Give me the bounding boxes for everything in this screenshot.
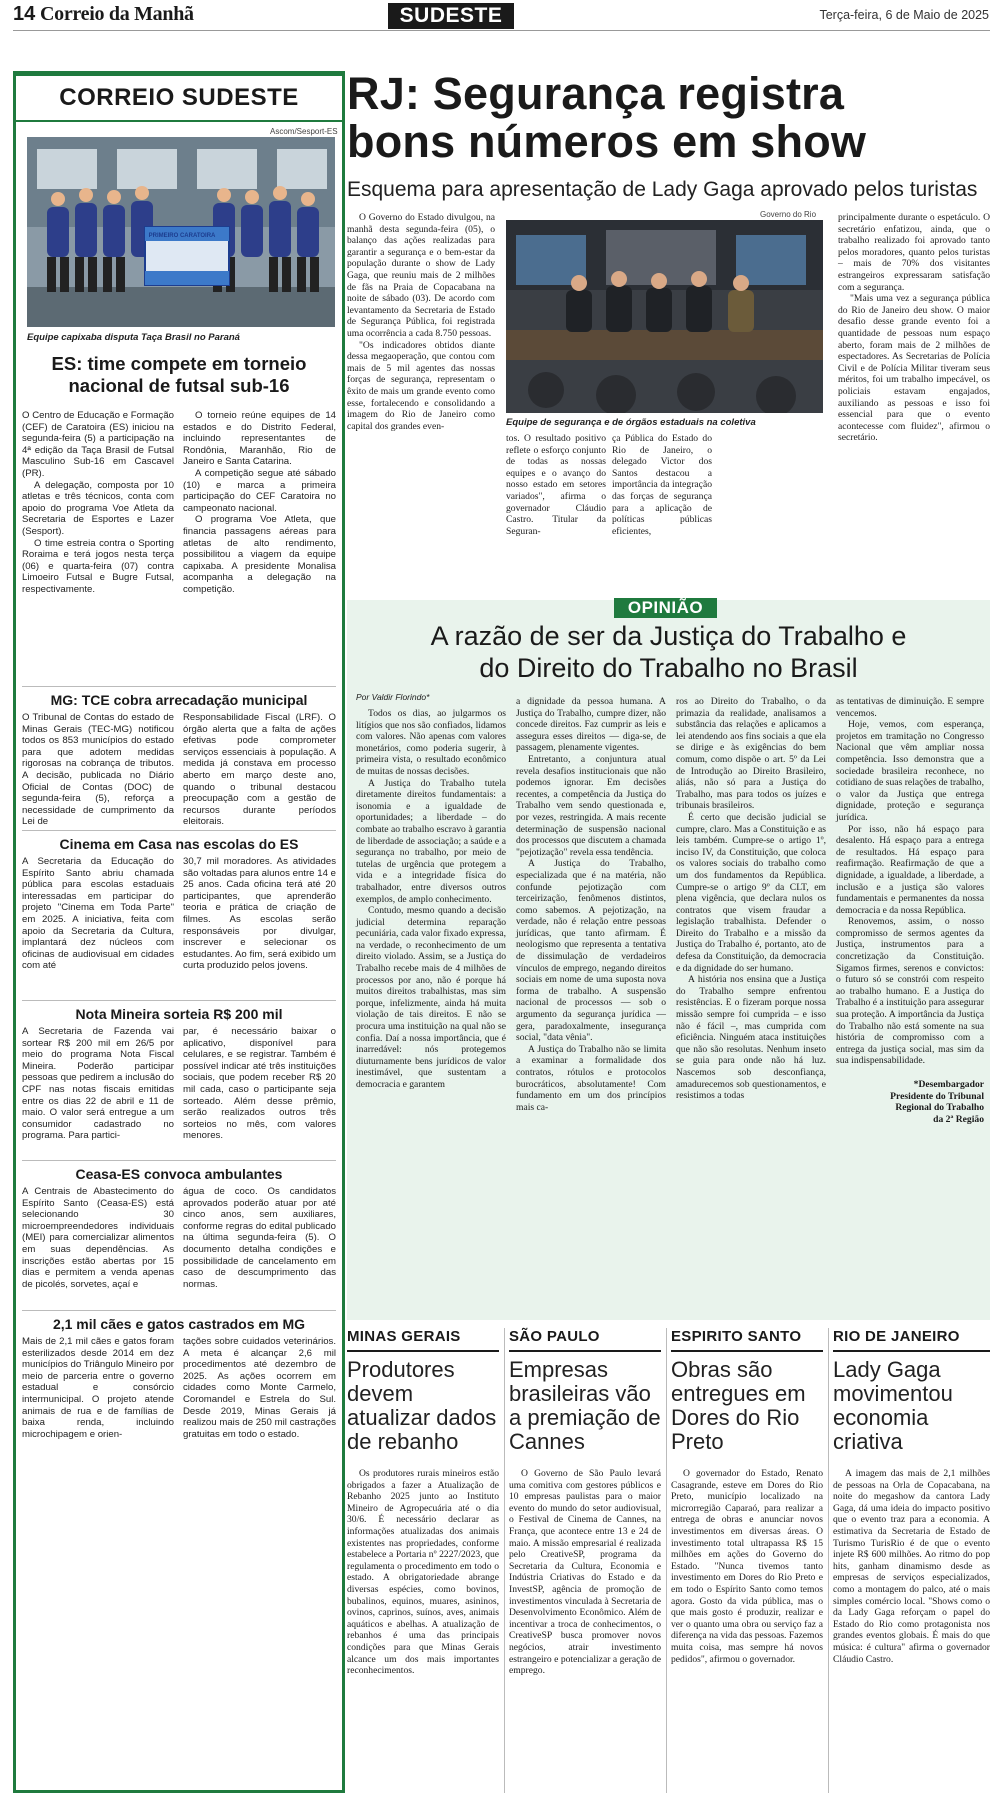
opinion-byline: Por Valdir Florindo* <box>356 692 430 702</box>
brief-p: O Governo de São Paulo levará uma comitiva com gestores públicos e 10 empresas paulistas para o maior evento do mundo do setor audiovisual, o Festival de Cinema de Cannes, na França, que acontece entre 13 e 24 de maio. A missão empresarial é realizada pelo CreativeSP, programa da Secretaria da Cultura, Economia e Indústria Criativas do Estado e da InvestSP, agência de promoção de investimentos vinculada à Secretaria de Desenvolvimento Econômico. Além de incentivar a troca de conhecimentos, o CreativeSP busca promover novos negócios, atrair investimento estrangeiro e potencializar a geração de emprego. <box>509 1468 661 1677</box>
column-rule <box>828 1328 829 1793</box>
opinion-p6: A Justiça do Trabalho, especializada que é na matéria, não confunde pejotização com terceirização, fenômenos distintos, como sabemos. A pejotização, na verdade, não é relação entre pessoas jurídicas, que tanto afirmam. É neologismo que representa a tentativa de dissimulação de verdadeiros vínculos de emprego, negando direitos sociais em nome de uma suposta nova forma de trabalho. A suspensão nacional de processos — sob o argumento da segurança jurídica — gera, paradoxalmente, insegurança social, "data vênia". <box>516 858 666 1044</box>
nota-p1: A Secretaria de Fazenda vai sortear R$ 200 mil em 26/5 por meio do programa Nota Fiscal Mineira. Poderão participar pessoas que pedirem a inclusão do CPF nas notas fiscais emitidas entre os dias 22 de abril e 11 de maio. O valor será entregue a um consumidor cadastrado no programa. Para partici- <box>22 1026 174 1142</box>
brief-rule <box>671 1350 823 1352</box>
team-photo-illustration <box>27 137 335 327</box>
cinema-col1 <box>22 856 174 972</box>
es-futsal-p3: O time estreia contra o Sporting Roraima e terá jogos nesta terça (06) e quarta-feira (07) contra Limoeiro Futsal e Bugre Futsal, respectivamente. <box>22 537 174 595</box>
brief-text-espirito-santo <box>671 1468 823 1665</box>
main-p4: ça Pública do Estado do Rio de Janeiro, o delegado Victor dos Santos destacou a importância da integração das forças de segurança para a aplicação de políticas públicas eficientes, <box>612 433 712 537</box>
signature-line: Presidente do Tribunal <box>890 1090 984 1102</box>
header-rule <box>13 30 990 31</box>
cinema-col2 <box>183 856 336 972</box>
nota-mineira-headline[interactable]: Nota Mineira sorteia R$ 200 mil <box>75 1006 283 1022</box>
column-rule <box>666 1328 667 1793</box>
opinion-p11: as tentativas de diminuição. E sempre vencemos. <box>836 696 984 719</box>
section-label[interactable]: SUDESTE <box>388 3 514 29</box>
brief-text-rio <box>833 1468 990 1665</box>
mg-tce-col1 <box>22 712 174 828</box>
cinema-headline[interactable]: Cinema em Casa nas escolas do ES <box>59 836 299 852</box>
opinion-p2: A Justiça do Trabalho tutela diretamente direitos fundamentais: a isonomia e a igualdade de oportunidades; a liberdade – do combate ao trabalho escravo à garantia de liberdade de associação; a saúde e a segurança no trabalho, por meio de tutelas de urgência que protegem a vida e a integridade física do trabalhador, entre diversos outros exemplos, de amplo conhecimento. <box>356 777 506 905</box>
brief-text-minas <box>347 1468 499 1677</box>
caes-p1: Mais de 2,1 mil cães e gatos foram esterilizados desde 2014 em dez municípios do Triângulo Mineiro por meio de parceria entre o governo estadual e consórcio intermunicipal. O projeto atende animais de rua e de famílias de baixa renda, incluindo microchipagem e orien- <box>22 1336 174 1440</box>
main-headline[interactable] <box>347 70 866 166</box>
ceasa-headline[interactable]: Ceasa-ES convoca ambulantes <box>75 1166 283 1182</box>
caes-col2 <box>183 1336 336 1440</box>
page-number: 14 <box>13 3 36 25</box>
es-futsal-p6: O programa Voe Atleta, que financia passagens aéreas para atletas de alto rendimento, possibilitou a viagem da equipe capixaba. A presidente Monalisa acompanha a delegação na competição. <box>183 514 336 595</box>
sidebar-photo-caption: Equipe capixaba disputa Taça Brasil no Paraná <box>27 332 240 343</box>
brief-rule <box>509 1350 661 1352</box>
main-headline-line1: RJ: Segurança registra <box>347 68 845 119</box>
masthead[interactable]: Correio da Manhã <box>40 3 194 25</box>
opinion-p10: A história nos ensina que a Justiça do Trabalho sempre enfrentou resistências. E o fizeram porque nossa missão sempre foi cumprida – e isso não é fácil –, mas cumprida com eficiência. Ninguém ataca instituições que não são resolutas. Nenhum inseto se guia para onde não há luz. Nascemos sob desconfiança, amadurecemos sob questionamentos, e resistimos a todas <box>676 974 826 1102</box>
brief-p: A imagem das mais de 2,1 milhões de pessoas na Orla de Copacabana, na noite do megashow da cantora Lady Gaga, dá uma ideia do impacto positivo que o evento traz para a economia. A estimativa da Secretaria de Estado de Turismo TurisRio é de que o evento injete R$ 600 milhões. Ao ritmo do pop hits, ganham dinamismo desde as empresas de serviços especializados, como a montagem do palco, até o mais simples comércio local. "Shows como o da Lady Gaga reforçam o papel do Estado do Rio como protagonista nos grandes eventos globais. É mais do que música: é cultura" afirma o governador Cláudio Castro. <box>833 1468 990 1665</box>
brief-section-minas[interactable]: MINAS GERAIS <box>347 1328 461 1345</box>
sidebar-title-rule <box>13 120 345 122</box>
opinion-col2 <box>516 696 666 1113</box>
es-futsal-p1: O Centro de Educação e Formação (CEF) de Caratoira (ES) iniciou na segunda-feira (5) a participação na 4ª edição da Taça Brasil de Futsal Masculino Sub-16 em Cascavel (PR). <box>22 410 174 479</box>
column-rule <box>504 1328 505 1793</box>
brief-p: O governador do Estado, Renato Casagrande, esteve em Dores do Rio Preto, município localizado na microrregião Caparaó, para realizar a entrega de obras e anunciar novos investimentos em diversas áreas. O investimento total ultrapassa R$ 15 milhões em ações do Governo do Estado. "Nunca tivemos tanto investimento em Dores do Rio Preto e em todo o Espírito Santo como temos agora. Gosto da vida pública, mas o que mais gosto é produzir, realizar e ver o quanto uma obra ou serviço faz a diferença na vida das pessoas. Fazemos muita coisa, mas sempre há novos pedidos", afirmou o governador. <box>671 1468 823 1665</box>
issue-date: Terça-feira, 6 de Maio de 2025 <box>819 8 989 22</box>
opinion-title-line2: do Direito do Trabalho no Brasil <box>479 653 858 683</box>
opinion-col1 <box>356 708 506 1091</box>
ceasa-col2 <box>183 1186 336 1290</box>
main-p5: principalmente durante o espetáculo. O secretário enfatizou, ainda, que o trabalho realizado foi aprovado tanto pelos moradores, quanto pelos turistas – mais de 70% dos visitantes estrangeiros expressaram satisfação com a segurança. <box>838 212 990 293</box>
opinion-p4: a dignidade da pessoa humana. A Justiça do Trabalho, cumpre dizer, não concede direitos. Faz cumprir as leis e assegura esses direitos — diga-se, de passagem, plenamente vigentes. <box>516 696 666 754</box>
signature-line: *Desembargador <box>913 1079 984 1090</box>
signature-line: da 2ª Região <box>933 1113 984 1125</box>
brief-text-sao-paulo <box>509 1468 661 1677</box>
ceasa-col1 <box>22 1186 174 1290</box>
es-futsal-col2 <box>183 410 336 596</box>
opinion-p1: Todos os dias, ao julgarmos os litígios que nos são confiados, lidamos com valores. Não apenas com valores monetários, como poderia sugerir, à primeira vista, o resultado econômico de muitas de nossas decisões. <box>356 708 506 777</box>
main-p1: O Governo do Estado divulgou, na manhã desta segunda-feira (05), o balanço das ações realizadas para garantir a segurança e o bem-estar da população durante o show de Lady Gaga, que reuniu mais de 2 milhões de fãs na Praia de Copacabana na noite de sábado (03). De acordo com levantamento da Secretaria de Estado de Segurança Pública, foi registrada uma ocorrência a cada 8.750 pessoas. <box>347 212 495 339</box>
brief-title-minas[interactable]: Produtores devem atualizar dados de rebanho <box>347 1357 497 1454</box>
sidebar-divider <box>22 1000 336 1001</box>
opinion-title-line1: A razão de ser da Justiça do Trabalho e <box>430 621 907 651</box>
signature-line: Regional do Trabalho <box>895 1102 984 1114</box>
main-subheadline: Esquema para apresentação de Lady Gaga aprovado pelos turistas <box>347 178 978 201</box>
opinion-p7: A Justiça do Trabalho não se limita a examinar a formalidade dos contratos, rótulos e protocolos burocráticos, absolutamente! Com fundamento em um dos princípios mais ca- <box>516 1043 666 1113</box>
ceasa-p1: A Centrais de Abastecimento do Espírito Santo (Ceasa-ES) está selecionando 30 microempreendedores individuais (MEI) para comercializar alimentos em suas dependências. As inscrições estão abertas por 15 dias e permitem a venda apenas de picolés, sorvetes, açaí e <box>22 1186 174 1290</box>
opinion-p5: Entretanto, a conjuntura atual revela desafios institucionais que não podemos ignorar. Em decisões recentes, a competência da Justiça do Trabalho vem sendo questionada e, por vezes, restringida. A mais recente determinação de suspensão nacional dos processos que discutem a chamada "pejotização" revela essa tendência. <box>516 753 666 858</box>
opinion-signature <box>836 1079 984 1125</box>
brief-section-sao-paulo[interactable]: SÃO PAULO <box>509 1328 600 1345</box>
press-conference-illustration <box>506 220 823 413</box>
es-futsal-p2: A delegação, composta por 10 atletas e três técnicos, conta com apoio do programa Voe Atleta da Secretaria de Esportes e Lazer (Sesport). <box>22 479 174 537</box>
main-headline-line2: bons números em show <box>347 116 867 167</box>
opinion-p13: Por isso, não há espaço para desalento. Há espaço para a entrega de resultados. Há espaço para reafirmação. Reafirmação de que a dignidade, a igualdade, a liberdade, a inclusão e a justiça são valores fundamentais e permanentes da nossa democracia e da nossa República. <box>836 823 984 916</box>
main-col3 <box>612 433 712 537</box>
cinema-p2: 30,7 mil moradores. As atividades são voltadas para alunos entre 14 e 25 anos. Cada oficina terá até 20 participantes, que aprenderão teoria e prática de criação de filmes. As escolas serão responsáveis por divulgar, inscrever e selecionar os estudantes. Ao fim, será exibido um curta produzido pelos jovens. <box>183 856 336 972</box>
sidebar-photo-credit: Ascom/Sesport-ES <box>270 127 338 136</box>
main-p2: "Os indicadores obtidos diante dessa megaoperação, que contou com mais de 5 mil agentes das nossas forças de segurança, representam o êxito de mais um grande evento como esse, fortalecendo e consolidando a imagem do Rio de Janeiro como capital dos grandes even- <box>347 339 495 432</box>
sidebar-divider <box>22 830 336 831</box>
team-photo[interactable] <box>27 137 335 327</box>
es-futsal-col1 <box>22 410 174 596</box>
caes-col1 <box>22 1336 174 1440</box>
opinion-title[interactable] <box>347 620 990 684</box>
sidebar-divider <box>22 1160 336 1161</box>
es-futsal-p4: O torneio reúne equipes de 14 estados e do Distrito Federal, incluindo representantes de Rondônia, Maranhão, Rio de Janeiro e Santa Catarina. <box>183 410 336 468</box>
opinion-tag[interactable]: OPINIÃO <box>614 598 717 618</box>
sidebar-divider <box>22 686 336 687</box>
caes-p2: tações sobre cuidados veterinários. A meta é alcançar 2,6 mil procedimentos até dezembro de 2025. As ações ocorrem em cidades como Monte Carmelo, Coromandel e Estrela do Sul. Desde 2019, Minas Gerais já realizou mais de 250 mil castrações gratuitas em todo o estado. <box>183 1336 336 1440</box>
cinema-p1: A Secretaria da Educação do Espírito Santo abriu chamada pública para escolas estaduais interessadas em participar do projeto "Cinema em Toda Parte" em 2025. A iniciativa, feita com apoio da Secretaria da Cultura, implantará dez núcleos com oficinas de audiovisual em cidades com até <box>22 856 174 972</box>
es-futsal-headline[interactable]: ES: time compete em torneio nacional de futsal sub-16 <box>51 353 307 396</box>
brief-p: Os produtores rurais mineiros estão obrigados a fazer a Atualização de Rebanho 2025 junto ao Instituto Mineiro de Agropecuária até o dia 30/6. É necessário declarar as informações atualizadas dos animais existentes nas propriedades, conforme estabelece a Portaria nº 2227/2023, que regulamenta o procedimento em todo o estado. A obrigatoriedade abrange diversas espécies, como bovinos, bubalinos, equinos, muares, asininos, ovinos, caprinos, suínos, aves, animais aquáticos e abelhas. A atualização de rebanhos é uma das principais condições para que Minas Gerais alcance um dos mais importantes reconhecimentos. <box>347 1468 499 1677</box>
mg-tce-headline[interactable]: MG: TCE cobra arrecadação municipal <box>50 692 308 708</box>
brief-rule <box>833 1350 990 1352</box>
main-p3: tos. O resultado positivo reflete o esforço conjunto de todas as nossas equipes e o avanço do nosso estado em setores variados", afirma o governador Cláudio Castro. Titular da Seguran- <box>506 433 606 537</box>
main-col1 <box>347 212 495 432</box>
brief-rule <box>347 1350 499 1352</box>
brief-section-rio[interactable]: RIO DE JANEIRO <box>833 1328 960 1345</box>
brief-section-espirito-santo[interactable]: ESPIRITO SANTO <box>671 1328 802 1345</box>
opinion-p14: Renovemos, assim, o nosso compromisso de sermos agentes da Justiça, instrumentos para a concretização da Constituição. Sigamos firmes, serenos e convictos: o futuro só se constrói com respeito ao trabalho humano. E a Justiça do Trabalho é a instituição para assegurar sua proteção. A importância da Justiça do Trabalho não está somente na sua história de compromisso com a entrega da justiça social, mas sim da sua indispensabilidade. <box>836 916 984 1067</box>
sidebar-divider <box>22 1310 336 1311</box>
press-conference-photo[interactable] <box>506 220 823 413</box>
sidebar-title: CORREIO SUDESTE <box>59 84 299 111</box>
main-photo-credit: Governo do Rio <box>760 210 817 219</box>
ceasa-p2: água de coco. Os candidatos aprovados poderão atuar por até cinco anos, sem auxiliares, conforme regras do edital publicado na última segunda-feira (5). O documento detalha condições e possibilidade de cancelamento em caso de descumprimento das normas. <box>183 1186 336 1290</box>
brief-title-rio[interactable]: Lady Gaga movimentou economia criativa <box>833 1357 953 1454</box>
opinion-col3 <box>676 696 826 1102</box>
opinion-p8: ros ao Direito do Trabalho, o da primazia da realidade, analisamos a substância das relações e aplicamos a lei atendendo aos fins sociais a que ela se dirige e às exigências do bem comum, como dispõe o art. 5º da Lei de Introdução ao Direito Brasileiro, aliás, não só para a Justiça do Trabalho, mas para todos os juízes e tribunais brasileiros. <box>676 696 826 812</box>
opinion-p9: É certo que decisão judicial se cumpre, claro. Mas a Constituição e as leis também. Cumpre-se o artigo 1º, inciso IV, da Constituição, que coloca os valores sociais do trabalho como um dos fundamentos da República. Cumpre-se o artigo 9º da CLT, em plena vigência, que declara nulos os contratos que visem fraudar a legislação trabalhista. Defender o Direito do Trabalho e a missão da Justiça do Trabalho é, portanto, ato de defesa da Constituição, da democracia e da dignidade do ser humano. <box>676 811 826 974</box>
team-banner-text: PRIMEIRO CARATOIRA <box>148 233 216 239</box>
main-col2 <box>506 433 606 537</box>
opinion-col4 <box>836 696 984 1125</box>
nota-col2 <box>183 1026 336 1142</box>
opinion-p12: Hoje, vemos, com esperança, projetos em tramitação no Congresso Nacional que vêm ampliar nossa competência. Isso demonstra que a sociedade brasileira reconhece, no cotidiano de suas relações de trabalho, o valor da Justiça que entrega dignidade, proteção e segurança jurídica. <box>836 719 984 823</box>
mg-tce-p1: O Tribunal de Contas do estado de Minas Gerais (TEC-MG) notificou todos os 853 municípios do estado para que adotem medidas rigorosas na cobrança de tributos. A decisão, publicada no Diário Oficial de Contas (DOC) de segunda-feira (5), reforça a necessidade de cumprimento da Lei de <box>22 712 174 828</box>
mg-tce-col2 <box>183 712 336 828</box>
main-col4 <box>838 212 990 444</box>
mg-tce-p2: Responsabilidade Fiscal (LRF). O órgão alerta que a falta de ações efetivas pode comprometer serviços essenciais à população. A medida já constava em processo aberto em março deste ano, quando o tribunal destacou preocupação com a gestão de recursos durante períodos eleitorais. <box>183 712 336 828</box>
main-photo-caption: Equipe de segurança e de órgãos estaduais na coletiva <box>506 417 756 428</box>
caes-headline[interactable]: 2,1 mil cães e gatos castrados em MG <box>52 1316 306 1332</box>
nota-p2: par, é necessário baixar o aplicativo, disponível para celulares, e se registrar. Também é possível indicar até três instituições sociais, que podem receber R$ 20 mil cada, caso o participante seja sorteado. Além desse prêmio, serão realizados outros três sorteios no mês, com valores menores. <box>183 1026 336 1142</box>
es-futsal-p5: A competição segue até sábado (10) e marca a primeira participação do CEF Caratoira no campeonato nacional. <box>183 467 336 514</box>
nota-col1 <box>22 1026 174 1142</box>
main-p6: "Mais uma vez a segurança pública do Rio de Janeiro deu show. O maior desafio desse grande evento foi a quantidade de pessoas num espaço aberto, foram mais de 2 milhões de espectadores. As Secretarias de Polícia Civil e de Polícia Militar tiveram seus méritos, foi um trabalho impecável, os policiais estavam engajados, auxiliando as pessoas e isso foi essencial para que o evento acontecesse com fluidez", afirmou o secretário. <box>838 293 990 444</box>
opinion-p3: Contudo, mesmo quando a decisão judicial determina reparação pecuniária, cada valor fixado expressa, na verdade, o reconhecimento de um direito violado. Assim, se a Justiça do Trabalho recebe mais de 4 milhões de processos por ano, não é porque há muitos direitos trabalhistas, mas sim porque, infelizmente, ainda há muita violação de tais direitos. E não se procura uma instituição na qual não se confia. Daí a nossa importância, que é inarredável: nós protegemos diuturnamente bens jurídicos de valor inestimável, que sustentam a democracia e garantem <box>356 905 506 1090</box>
brief-title-sao-paulo[interactable]: Empresas brasileiras vão a premiação de Cannes <box>509 1357 661 1454</box>
brief-title-espirito-santo[interactable]: Obras são entregues em Dores do Rio Preto <box>671 1357 806 1454</box>
